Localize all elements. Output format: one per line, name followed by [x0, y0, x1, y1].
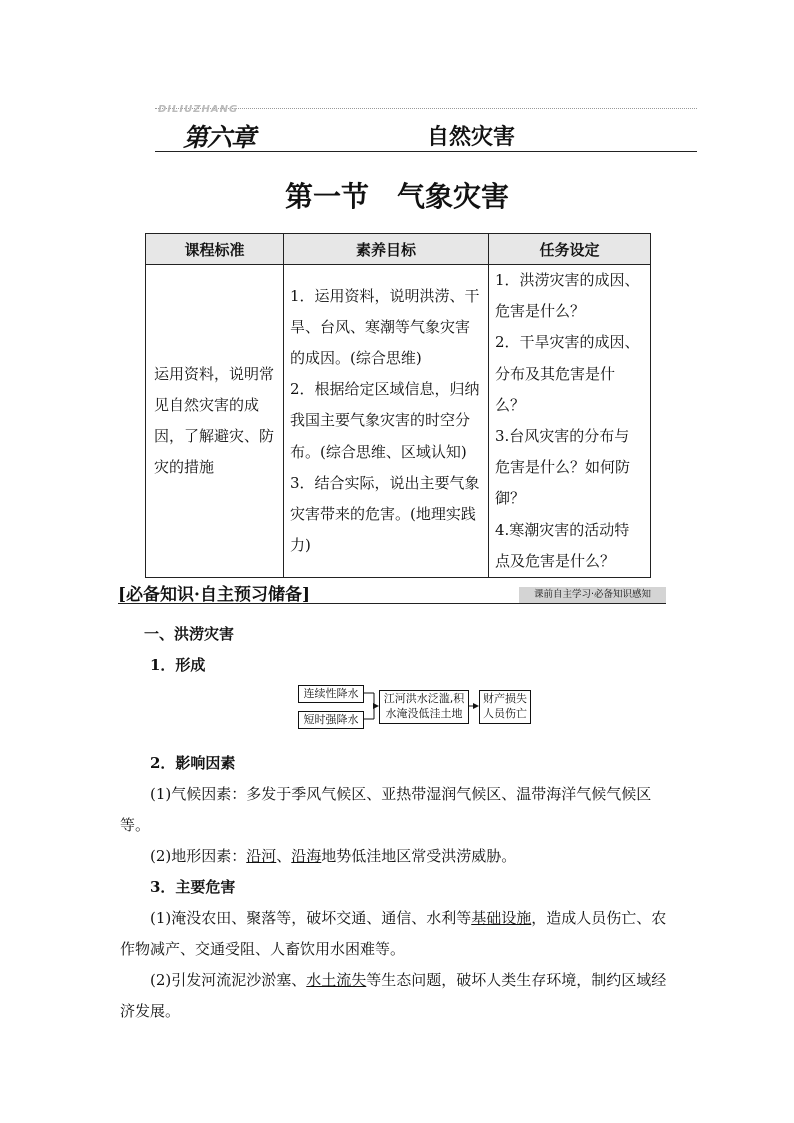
table-header-standard: 课程标准	[146, 234, 284, 265]
underlined-term: 沿河	[246, 847, 277, 865]
knowledge-bar-title: [必备知识·自主预习储备]	[118, 585, 311, 605]
text-run: ，造成人员伤亡、农作物减产、交通受阻、人畜饮用水困难等。	[120, 909, 667, 958]
chapter-label: 第六章	[183, 123, 256, 152]
subheading-factors: 2．影响因素	[150, 754, 236, 772]
table-header-tasks: 任务设定	[489, 234, 651, 265]
body-content	[120, 619, 680, 1027]
literacy-goals	[284, 265, 489, 578]
paragraph-terrain	[120, 841, 680, 872]
text-run: (2)地形因素：	[150, 847, 247, 865]
cause-box-continuous-rain: 连续性降水	[298, 685, 364, 703]
chapter-pinyin: DILIUZHANG	[158, 104, 239, 115]
task-item: 4.寒潮灾害的活动特点及危害是什么？	[495, 520, 630, 570]
result-line: 人员伤亡	[483, 707, 527, 720]
subheading-formation: 1．形成	[150, 656, 206, 674]
table-header-goals: 素养目标	[284, 234, 489, 265]
section-title: 第一节 气象灾害	[284, 180, 509, 213]
subheading-hazards: 3．主要危害	[150, 878, 236, 896]
text-run: 、	[276, 847, 292, 865]
chapter-topic: 自然灾害	[427, 124, 516, 150]
curriculum-table	[145, 233, 651, 578]
task-settings	[489, 265, 651, 578]
knowledge-bar-tag: 课前自主学习·必备知识感知	[519, 587, 666, 603]
diagram-spacer	[120, 681, 680, 748]
cause-box-heavy-rain: 短时强降水	[298, 711, 364, 729]
underlined-term: 沿海	[291, 847, 322, 865]
paragraph-climate: (1)气候因素：多发于季风气候区、亚热带湿润气候区、温带海洋气候气候区等。	[120, 785, 652, 834]
heading-flood-disaster: 一、洪涝灾害	[144, 625, 235, 643]
text-run: 等生态问题，破坏人类生存环境，制约区域经济发展。	[120, 971, 667, 1020]
process-line: 水淹没低洼土地	[385, 707, 463, 720]
text-run: (2)引发河流泥沙淤塞、	[150, 971, 307, 989]
curriculum-standard: 运用资料，说明常见自然灾害的成因，了解避灾、防灾的措施	[146, 265, 284, 578]
underlined-term: 水土流失	[306, 971, 367, 989]
goal-item: 3．结合实际，说出主要气象灾害带来的危害。(地理实践力)	[290, 473, 480, 555]
goal-item: 2．根据给定区域信息，归纳我国主要气象灾害的时空分布。(综合思维、区域认知)	[290, 380, 480, 461]
paragraph-hazard-1	[120, 903, 680, 965]
table-row	[146, 265, 651, 578]
text-run: 地势低洼地区常受洪涝威胁。	[321, 847, 517, 865]
header-rule	[155, 151, 697, 152]
underlined-term: 基础设施	[471, 909, 532, 927]
table-header-row	[146, 234, 651, 265]
task-item: 3.台风灾害的分布与危害是什么？如何防御？	[495, 427, 631, 508]
task-item: 1．洪涝灾害的成因、危害是什么？	[495, 271, 640, 321]
paragraph-hazard-2	[120, 965, 680, 1027]
process-line: 江河洪水泛滥,积	[383, 692, 465, 705]
text-run: (1)淹没农田、聚落等，破坏交通、通信、水利等	[150, 909, 472, 927]
result-line: 财产损失	[483, 692, 527, 705]
knowledge-bar-rule	[118, 603, 666, 604]
goal-item: 1．运用资料，说明洪涝、干旱、台风、寒潮等气象灾害的成因。(综合思维)	[290, 286, 480, 367]
task-item: 2．干旱灾害的成因、分布及其危害是什么？	[495, 333, 640, 414]
